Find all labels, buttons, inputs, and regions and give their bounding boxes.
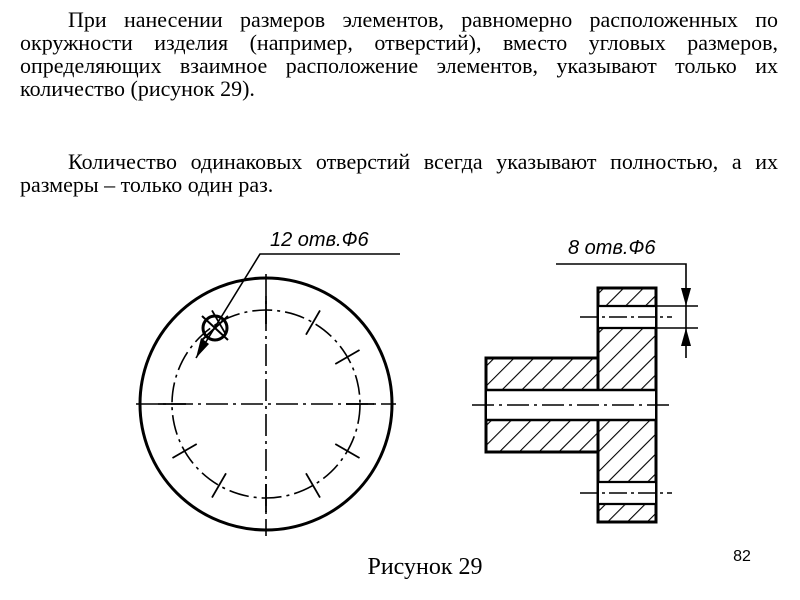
figure-caption: Рисунок 29 xyxy=(367,554,483,580)
arrow-top xyxy=(681,288,691,306)
hole-mark xyxy=(306,473,320,497)
paragraph-1: При нанесении размеров элементов, равномерно расположенных по окружности изделия (например, отверстий), вместо угловых размеров, определяющих взаимное расположение элементов, указывают только их количество (рисунок 29). xyxy=(20,7,778,101)
flange-front-view xyxy=(136,229,400,536)
page-number: 82 xyxy=(733,548,751,565)
right-dimension-label: 8 отв.Ф6 xyxy=(568,237,656,259)
flange-section-view xyxy=(472,237,698,522)
hole-mark xyxy=(212,473,226,497)
hole-mark xyxy=(335,444,359,458)
paragraph-2: Количество одинаковых отверстий всегда указывают полностью, а их размеры – только один раз. xyxy=(20,149,778,197)
left-dimension-label: 12 отв.Ф6 xyxy=(270,229,369,251)
hole-mark xyxy=(335,350,359,364)
hole-mark xyxy=(306,310,320,334)
hole-mark xyxy=(172,444,196,458)
arrow-bottom xyxy=(681,328,691,346)
leader-line xyxy=(196,254,400,358)
figure-29-drawing xyxy=(0,218,800,548)
